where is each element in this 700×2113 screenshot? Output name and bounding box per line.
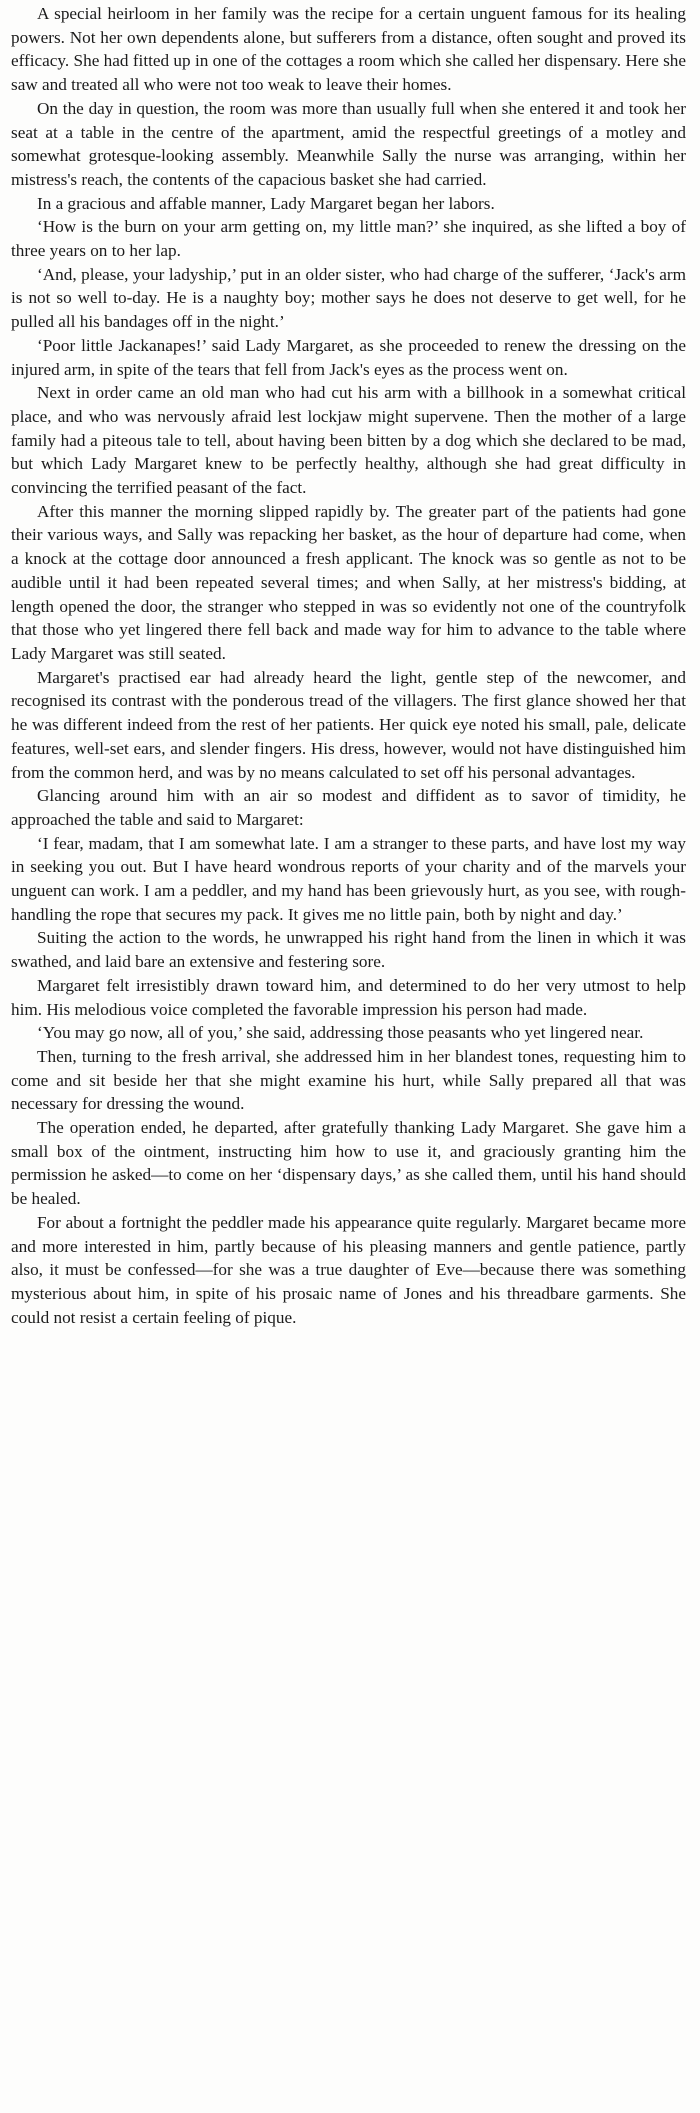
paragraph-examines-hurt: Then, turning to the fresh arrival, she addressed him in her blandest tones, requesting him to come and sit beside her that she might examine his hurt, while Sally prepared all that was necessary for dressing the wound. (11, 1046, 686, 1114)
paragraph-poor-jackanapes: ‘Poor little Jackanapes!’ said Lady Margaret, as she proceeded to renew the dressing on the injured arm, in spite of the tears that fell from Jack's eyes as the process went on. (11, 335, 686, 379)
paragraph-operation-ended: The operation ended, he departed, after gratefully thanking Lady Margaret. She gave him a small box of the ointment, instructing him how to use it, and graciously granting him the permission he asked—to come on her ‘dispensary days,’ as she called them, until his hand should be healed. (11, 1118, 686, 1209)
paragraph-dispensary-crowded: On the day in question, the room was more than usually full when she entered it and took her seat at a table in the centre of the apartment, amid the respectful greetings of a motley and somewhat grotesque-looking assembly. Meanwhile Sally the nurse was arranging, within her mistress's reach, the contents of the capacious basket she had carried. (11, 98, 686, 189)
paragraph-sister-reply: ‘And, please, your ladyship,’ put in an older sister, who had charge of the sufferer, ‘Jack's arm is not so well to-day. He is a naughty boy; mother says he does not deserve to get well, for he pulled all his bandages off in the night.’ (11, 264, 686, 332)
paragraph-burn-question: ‘How is the burn on your arm getting on, my little man?’ she inquired, as she lifted a boy of three years on to her lap. (11, 217, 686, 261)
paragraph-other-patients: Next in order came an old man who had cut his arm with a billhook in a somewhat critical place, and who was nervously afraid lest lockjaw might supervene. Then the mother of a large family had a piteous tale to tell, about having been bitten by a dog which she declared to be mad, but which Lady Margaret knew to be perfectly healthy, although she had great difficulty in convincing the terrified peasant of the fact. (11, 383, 686, 498)
paragraph-newcomer-described: Margaret's practised ear had already heard the light, gentle step of the newcomer, and recognised its contrast with the ponderous tread of the villagers. The first glance showed her that he was different indeed from the rest of her patients. Her quick eye noted his small, pale, delicate features, well-set ears, and slender fingers. His dress, however, would not have distinguished him from the common herd, and was by no means calculated to set off his personal advantages. (11, 667, 686, 782)
paragraph-stranger-arrives: After this manner the morning slipped rapidly by. The greater part of the patients had gone their various ways, and Sally was repacking her basket, as the hour of departure had come, when a knock at the cottage door announced a fresh applicant. The knock was so gentle as not to be audible until it had been repeated several times; and when Sally, at her mistress's bidding, at length opened the door, the stranger who stepped in was so evidently not one of the countryfolk that those who yet lingered there fell back and made way for him to advance to the table where Lady Margaret was still seated. (11, 501, 686, 663)
paragraph-dismisses-peasants: ‘You may go now, all of you,’ she said, addressing those peasants who yet lingered near. (37, 1023, 644, 1043)
paragraph-fortnight-visits: For about a fortnight the peddler made his appearance quite regularly. Margaret became more and more interested in him, partly because of his pleasing manners and gentle patience, partly also, it must be confessed—for she was a true daughter of Eve—because there was something mysterious about him, in spite of his prosaic name of Jones and his threadbare garments. She could not resist a certain feeling of pique. (11, 1212, 686, 1327)
paragraph-margaret-drawn: Margaret felt irresistibly drawn toward him, and determined to do her very utmost to help him. His melodious voice completed the favorable impression his person had made. (11, 975, 686, 1019)
paragraph-unwraps-hand: Suiting the action to the words, he unwrapped his right hand from the linen in which it was swathed, and laid bare an extensive and festering sore. (11, 928, 686, 972)
paragraph-peddler-speech: ‘I fear, madam, that I am somewhat late. I am a stranger to these parts, and have lost my way in seeking you out. But I have heard wondrous reports of your charity and of the marvels your unguent can work. I am a peddler, and my hand has been grievously hurt, as you see, with rough-handling the rope that secures my pack. It gives me no little pain, both by night and day.’ (11, 833, 686, 924)
paragraph-approaches-table: Glancing around him with an air so modest and diffident as to savor of timidity, he approached the table and said to Margaret: (11, 786, 686, 829)
paragraph-lady-margaret-begins: In a gracious and affable manner, Lady Margaret began her labors. (37, 193, 495, 213)
paragraph-heirloom-unguent: A special heirloom in her family was the recipe for a certain unguent famous for its healing powers. Not her own dependents alone, but sufferers from a distance, often sought and proved its efficacy. She had fitted up in one of the cottages a room which she called her dispensary. Here she saw and treated all who were not too weak to leave their homes. (11, 4, 686, 95)
